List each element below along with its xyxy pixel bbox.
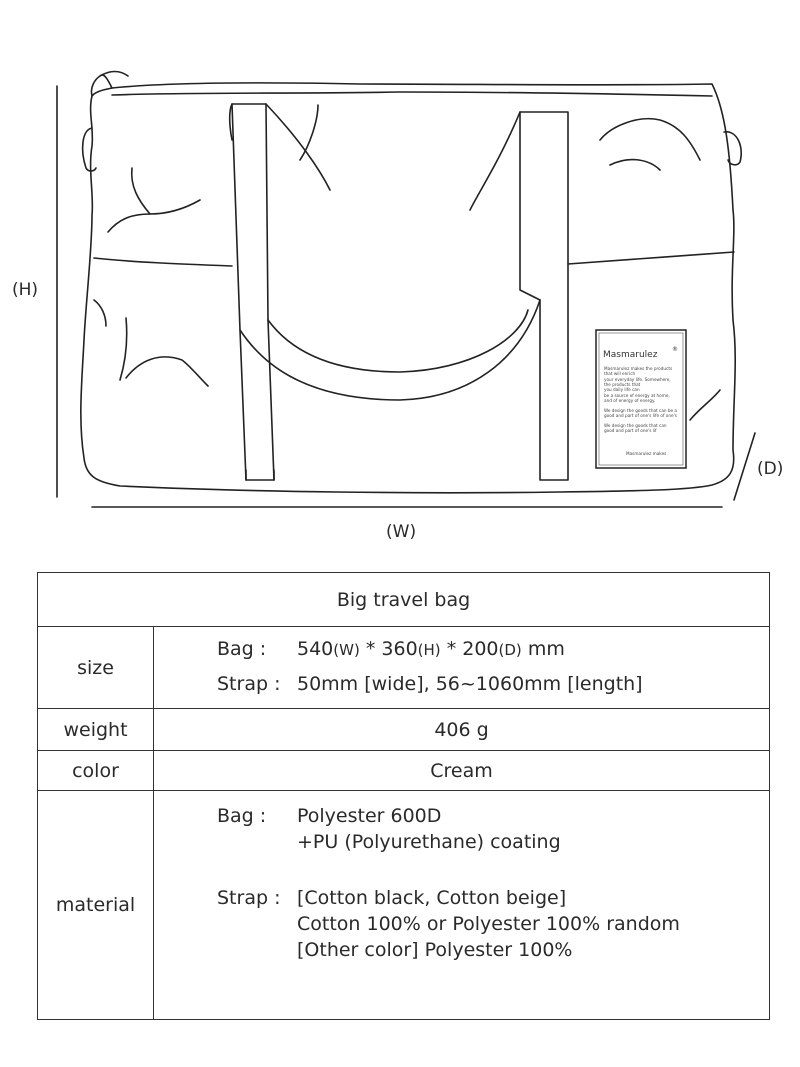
material-value [154,791,769,1019]
depth-dimension-line [734,433,755,500]
tag-brand: Masmarulez [603,350,658,360]
color-value: Cream [430,759,493,782]
tag-text-line: that will enrich [604,371,636,376]
depth-label: (D) [757,459,784,479]
tag-text-line: We design the goods that can be a [604,408,678,413]
material-strap-line2: Cotton 100% or Polyester 100% random [297,913,680,935]
size-label: size [38,627,154,708]
material-bag-key: Bag : [217,805,267,827]
size-value [154,627,769,708]
tag-mark: ® [672,346,678,353]
tag-text-line: good and part of one's lif [604,428,657,433]
table-title: Big travel bag [38,573,769,627]
left-strap [232,104,274,480]
size-strap-key: Strap : [217,673,281,695]
weight-value: 406 g [434,718,489,741]
tag-text-line: We design the goods that can [604,423,667,428]
size-bag-key: Bag : [217,638,267,660]
tag-text-line: be a source of energy at home, [604,393,670,398]
width-label: (W) [386,522,417,542]
material-bag-line1: Polyester 600D [297,805,442,827]
handle-loop [240,300,540,400]
material-row [38,791,769,1019]
material-strap-line1: [Cotton black, Cotton beige] [297,887,567,909]
material-bag-line2: +PU (Polyurethane) coating [297,831,561,853]
material-strap-line3: [Other color] Polyester 100% [297,939,573,961]
weight-label: weight [38,709,154,750]
tag-text-line: your everyday life. Somewhere, [604,377,671,382]
spec-table [37,572,770,1020]
height-label: (H) [12,280,39,300]
tag-footer: Masmarulez makes [626,451,667,456]
left-ring [83,128,96,171]
color-label: color [38,751,154,790]
size-strap-value: 50mm [wide], 56~1060mm [length] [297,673,643,695]
tag-text-line: you daily life can [604,387,640,392]
material-label: material [38,791,154,1019]
tag-text-line: and of energy of energy. [604,398,656,403]
brand-tag [596,330,686,468]
right-strap [520,112,568,480]
size-row [38,627,769,709]
tag-text-line: the products that [604,382,641,387]
tag-text-line: Masmarulez makes the products [604,366,673,371]
color-row [38,751,769,791]
weight-row [38,709,769,751]
size-bag-value: 540(W) * 360(H) * 200(D) mm [297,638,565,660]
tag-text-line: good and part of one's life of one's [604,413,677,418]
material-strap-key: Strap : [217,887,281,909]
